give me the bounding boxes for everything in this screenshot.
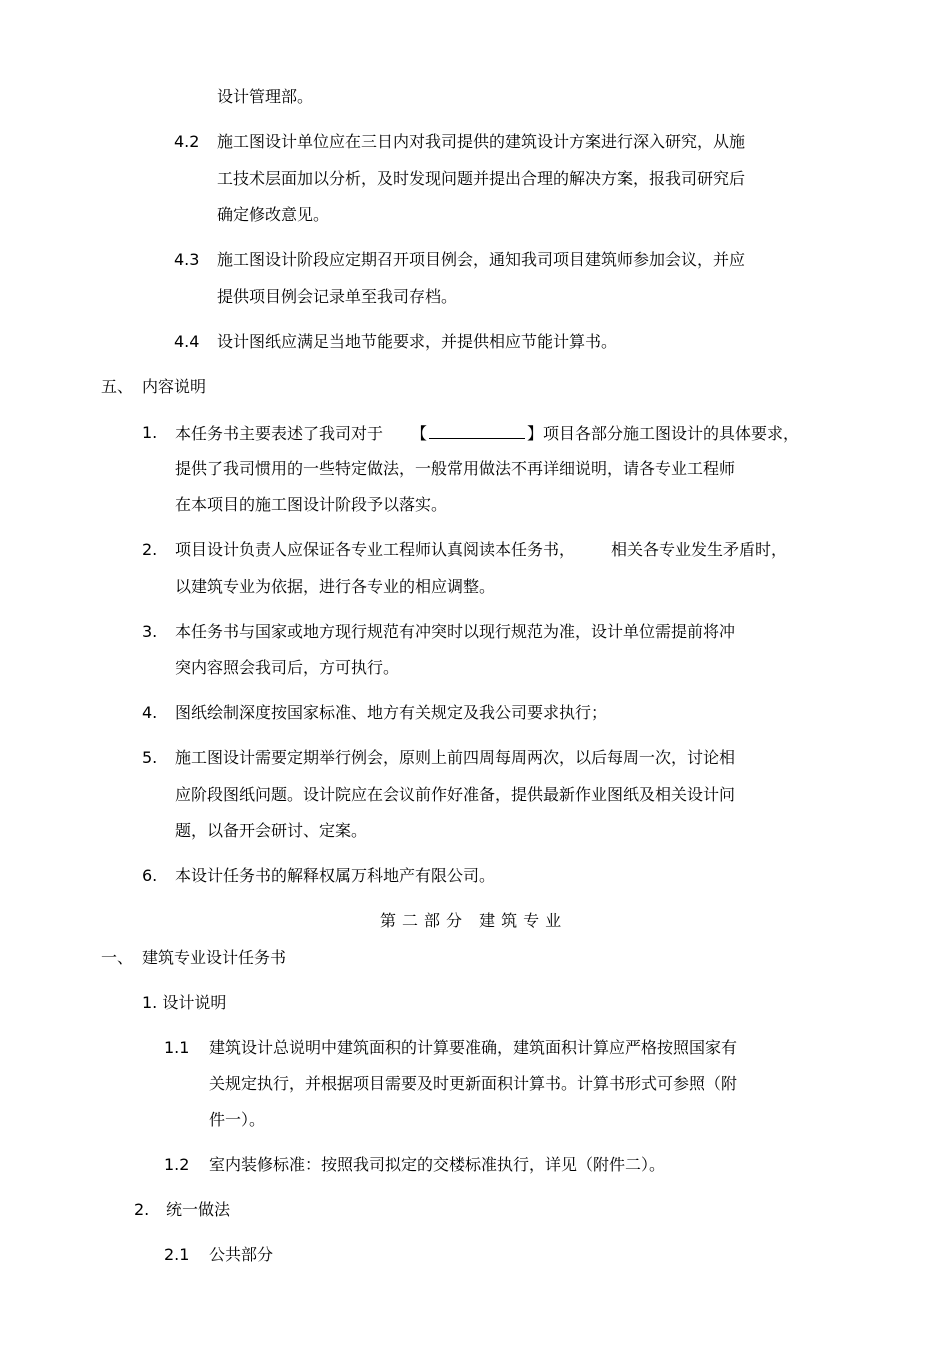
para-5-3-line-2: 突内容照会我司后，方可执行。 [175, 658, 400, 677]
part-two-title: 第二部分 建筑专业 [380, 911, 568, 930]
para-5-5-line-3: 题，以备开会研讨、定案。 [175, 821, 368, 840]
para-4-2-line-3: 确定修改意见。 [217, 205, 330, 224]
section-1-number: 一、 [101, 948, 134, 967]
para-5-2-line-2: 以建筑专业为依据，进行各专业的相应调整。 [175, 577, 496, 596]
para-4-1-tail: 设计管理部。 [217, 87, 314, 106]
para-4-3-line-1: 施工图设计阶段应定期召开项目例会，通知我司项目建筑师参加会议，并应 [217, 250, 746, 269]
para-5-3-line-1: 本任务书与国家或地方现行规范有冲突时以现行规范为准，设计单位需提前将冲 [175, 622, 736, 641]
para-5-2-line-1 [175, 540, 787, 560]
para-5-1-line-1-b: 项目各部分施工图设计的具体要求， [543, 424, 800, 443]
para-4-2-line-2: 工技术层面加以分析，及时发现问题并提出合理的解决方案，报我司研究后 [217, 169, 746, 188]
para-2-1-heading: 公共部分 [209, 1245, 274, 1264]
para-4-4-line-1: 设计图纸应满足当地节能要求，并提供相应节能计算书。 [217, 332, 618, 351]
para-5-2-line-1-a: 项目设计负责人应保证各专业工程师认真阅读本任务书， [175, 540, 576, 559]
item-number-2-1: 2.1 [164, 1245, 190, 1264]
para-1-2-line-1: 室内装修标准：按照我司拟定的交楼标准执行，详见（附件二）。 [209, 1155, 666, 1174]
item-number-4-3: 4.3 [174, 250, 200, 269]
item-number-5-1: 1. [142, 423, 158, 442]
para-5-5-line-2: 应阶段图纸问题。设计院应在会议前作好准备，提供最新作业图纸及相关设计问 [175, 785, 736, 804]
item-number-4-2: 4.2 [174, 132, 200, 151]
para-5-2-line-1-b: 相关各专业发生矛盾时， [611, 540, 788, 559]
para-1-1-line-3: 件一）。 [209, 1110, 266, 1129]
item-number-5-3: 3. [142, 622, 158, 641]
item-number-5-4: 4. [142, 703, 158, 722]
subsection-2-heading: 统一做法 [166, 1200, 231, 1219]
bracket-open: 【 [411, 424, 428, 443]
subsection-1-heading: 1. 设计说明 [142, 993, 227, 1012]
project-name-blank [429, 423, 525, 439]
bracket-close: 】 [527, 424, 544, 443]
para-5-1-line-1-a: 本任务书主要表述了我司对于 [175, 424, 384, 443]
para-4-3-line-2: 提供项目例会记录单至我司存档。 [217, 287, 458, 306]
para-5-1-line-3: 在本项目的施工图设计阶段予以落实。 [175, 495, 448, 514]
para-4-2-line-1: 施工图设计单位应在三日内对我司提供的建筑设计方案进行深入研究，从施 [217, 132, 746, 151]
para-5-1-line-1 [175, 423, 799, 444]
para-1-1-line-2: 关规定执行，并根据项目需要及时更新面积计算书。计算书形式可参照（附 [209, 1074, 738, 1093]
item-number-1-2: 1.2 [164, 1155, 190, 1174]
item-number-5-6: 6. [142, 866, 158, 885]
section-1-heading: 建筑专业设计任务书 [142, 948, 287, 967]
subsection-2-number: 2. [134, 1200, 150, 1219]
para-5-6-line-1: 本设计任务书的解释权属万科地产有限公司。 [175, 866, 496, 885]
item-number-4-4: 4.4 [174, 332, 200, 351]
item-number-5-5: 5. [142, 748, 158, 767]
para-5-1-line-2: 提供了我司惯用的一些特定做法，一般常用做法不再详细说明，请各专业工程师 [175, 459, 736, 478]
item-number-5-2: 2. [142, 540, 158, 559]
section-5-heading: 内容说明 [142, 377, 207, 396]
item-number-1-1: 1.1 [164, 1038, 190, 1057]
para-1-1-line-1: 建筑设计总说明中建筑面积的计算要准确，建筑面积计算应严格按照国家有 [209, 1038, 738, 1057]
para-5-5-line-1: 施工图设计需要定期举行例会，原则上前四周每周两次，以后每周一次，讨论相 [175, 748, 736, 767]
section-5-number: 五、 [101, 377, 134, 396]
para-5-4-line-1: 图纸绘制深度按国家标准、地方有关规定及我公司要求执行； [175, 703, 608, 722]
